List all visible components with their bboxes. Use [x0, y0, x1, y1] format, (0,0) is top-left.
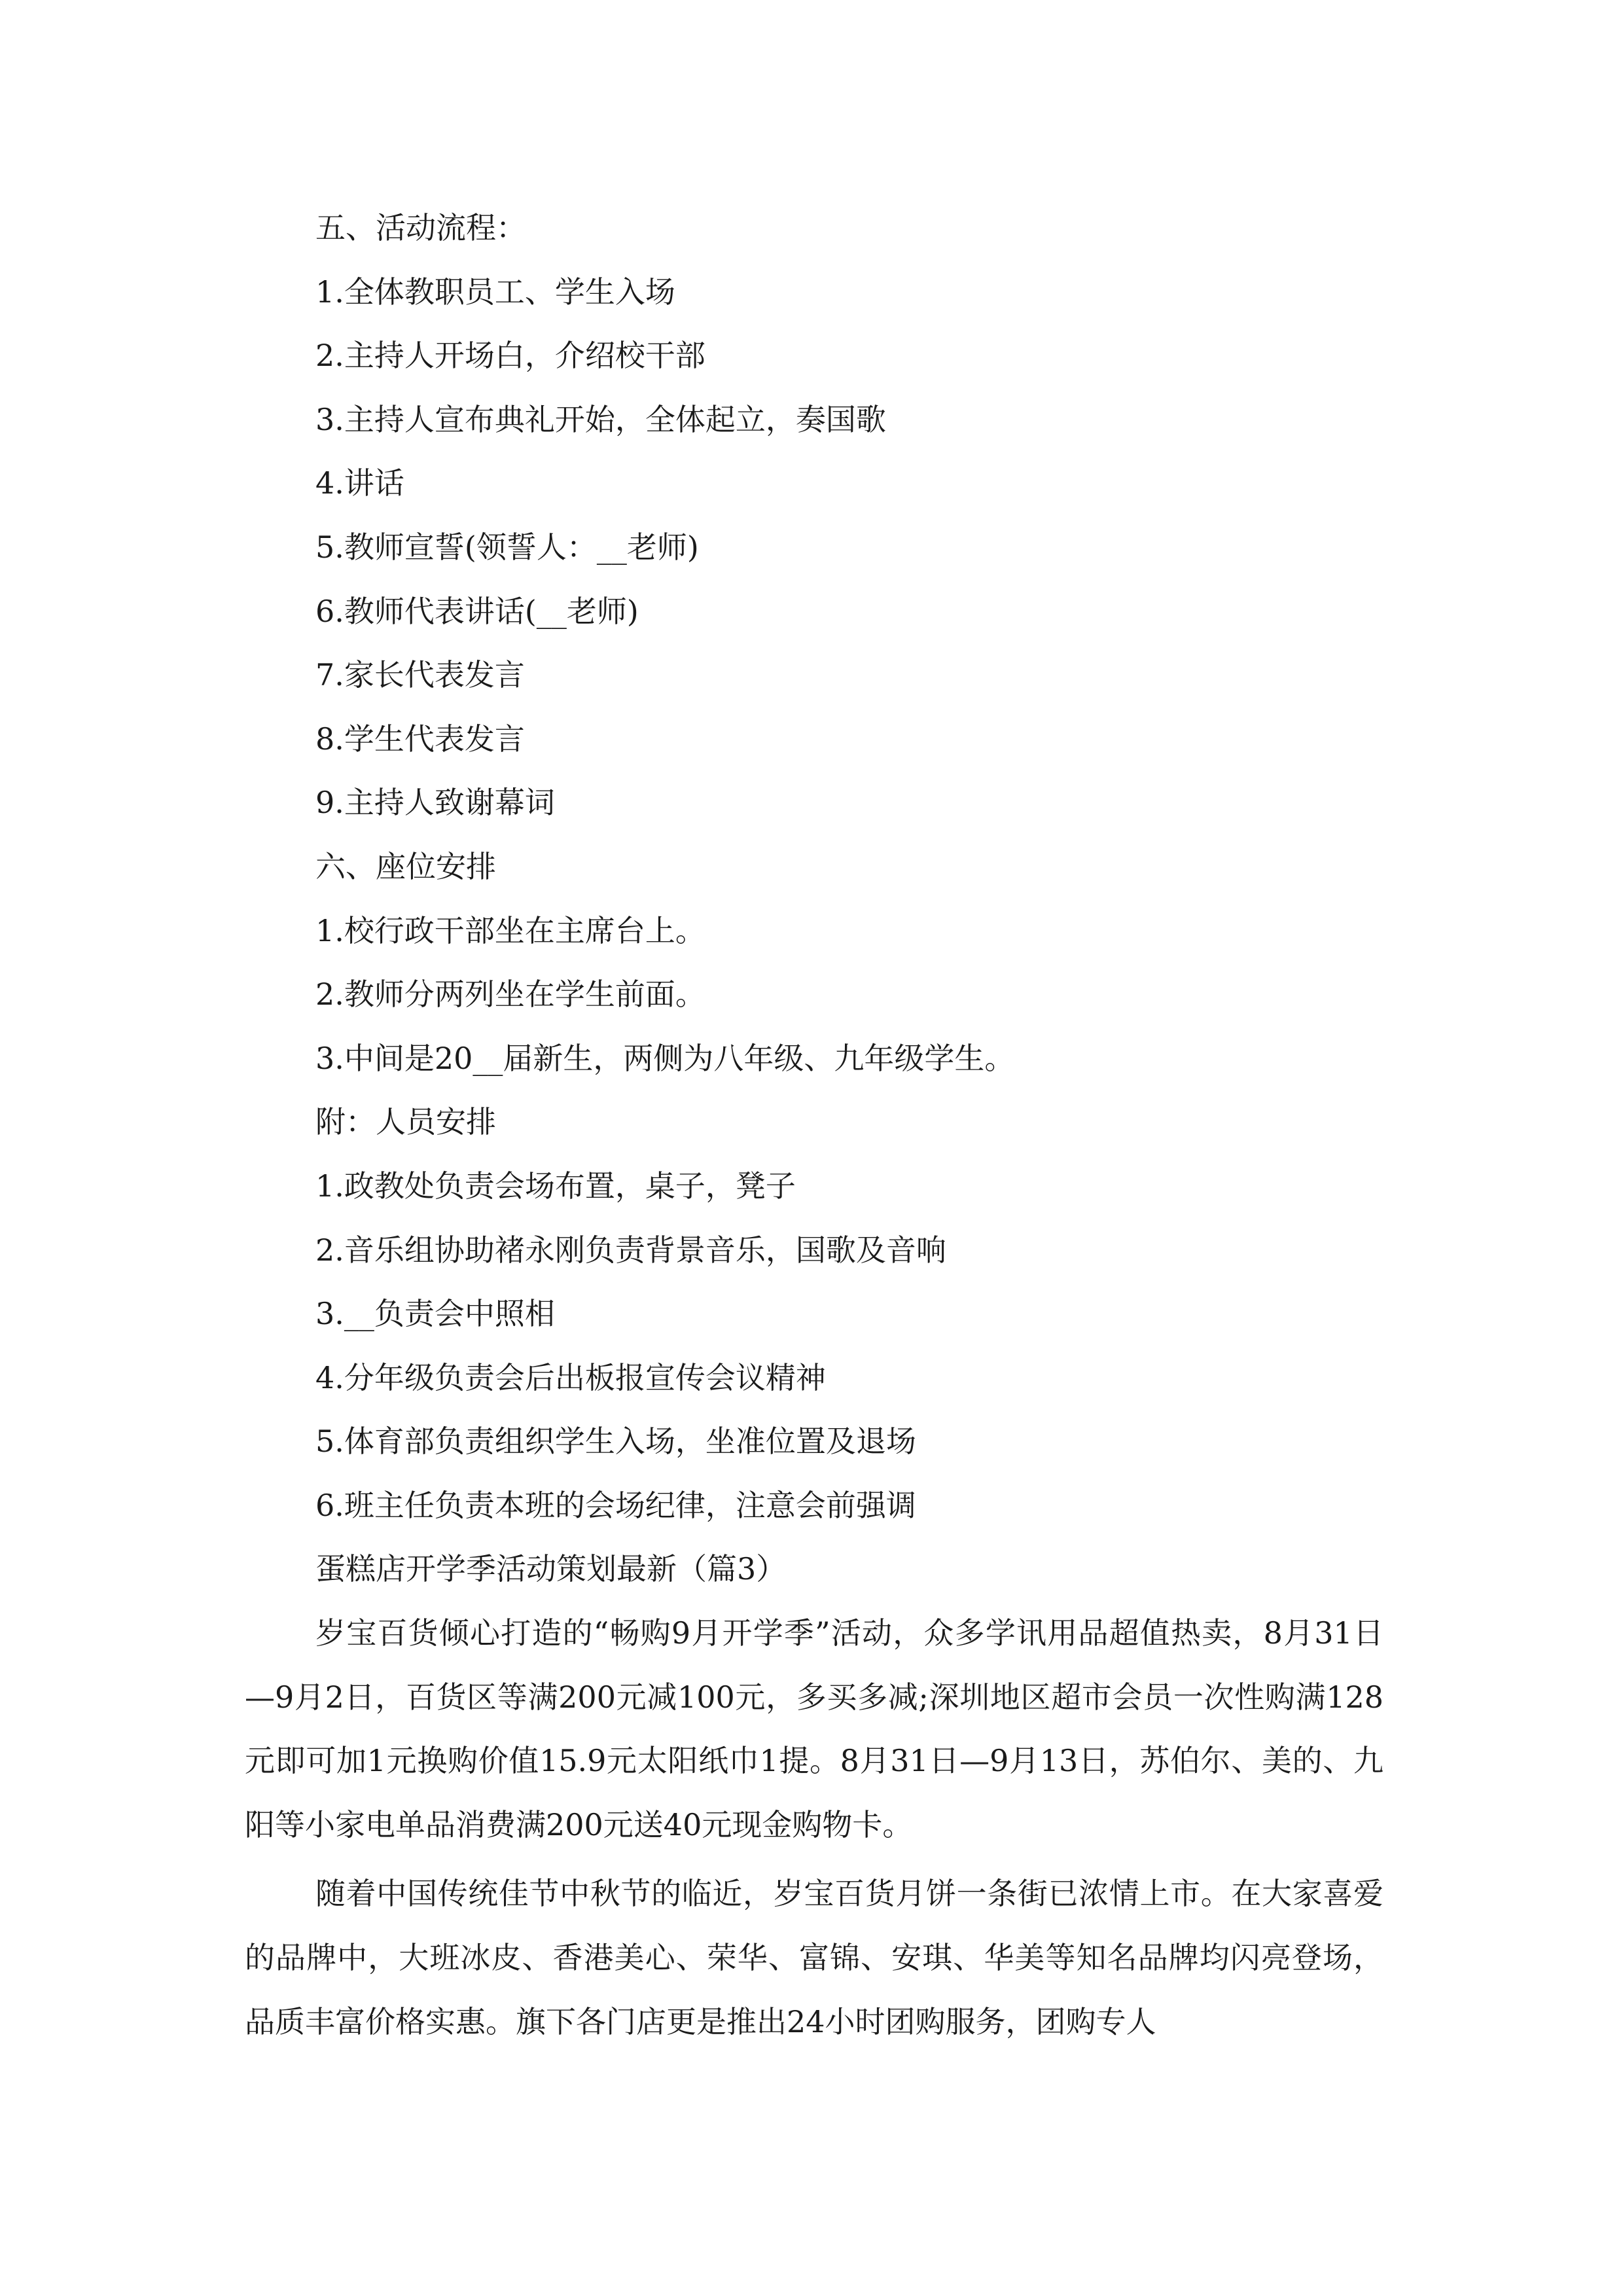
list-item: 6.班主任负责本班的会场纪律，注意会前强调	[315, 1487, 916, 1523]
list-item: 4.讲话	[315, 465, 404, 501]
list-item: 1.校行政干部坐在主席台上。	[315, 912, 705, 948]
list-item: 3.中间是20__届新生，两侧为八年级、九年级学生。	[315, 1040, 1015, 1076]
list-item: 5.体育部负责组织学生入场，坐准位置及退场	[315, 1424, 916, 1460]
list-item: 9.主持人致谢幕词	[315, 785, 555, 821]
list-item: 2.音乐组协助褚永刚负责背景音乐，国歌及音响	[315, 1232, 946, 1268]
list-item: 6.教师代表讲话(__老师)	[315, 593, 639, 629]
list-item: 2.教师分两列坐在学生前面。	[315, 977, 705, 1013]
list-item: 1.政教处负责会场布置，桌子，凳子	[315, 1168, 796, 1204]
list-item: 7.家长代表发言	[315, 657, 525, 693]
section-title: 附：人员安排	[315, 1104, 496, 1140]
list-item: 3.__负责会中照相	[315, 1296, 555, 1332]
section-title: 五、活动流程：	[315, 210, 526, 245]
list-item: 4.分年级负责会后出板报宣传会议精神	[315, 1359, 826, 1395]
list-item: 1.全体教职员工、学生入场	[315, 274, 675, 310]
list-item: 5.教师宣誓(领誓人：__老师)	[315, 529, 699, 565]
article-paragraph: 随着中国传统佳节中秋节的临近，岁宝百货月饼一条街已浓情上市。在大家喜爱的品牌中，大班冰皮、香港美心、荣华、富锦、安琪、华美等知名品牌均闪亮登场，品质丰富价格实惠。旗下各门店更是推出24小时团购服务，团购专人	[245, 1876, 1383, 2039]
document-body	[245, 196, 1383, 2059]
article-title: 蛋糕店开学季活动策划最新（篇3）	[315, 1551, 787, 1587]
list-item: 3.主持人宣布典礼开始，全体起立，奏国歌	[315, 401, 886, 437]
section-title: 六、座位安排	[315, 848, 496, 884]
article-paragraph: 岁宝百货倾心打造的“畅购9月开学季”活动，众多学讯用品超值热卖，8月31日—9月2日，百货区等满200元减100元，多买多减;深圳地区超市会员一次性购满128元即可加1元换购价值15.9元太阳纸巾1提。8月31日—9月13日，苏伯尔、美的、九阳等小家电单品消费满200元送40元现金购物卡。	[245, 1615, 1383, 1842]
list-item: 8.学生代表发言	[315, 721, 525, 757]
list-item: 2.主持人开场白，介绍校干部	[315, 338, 705, 374]
